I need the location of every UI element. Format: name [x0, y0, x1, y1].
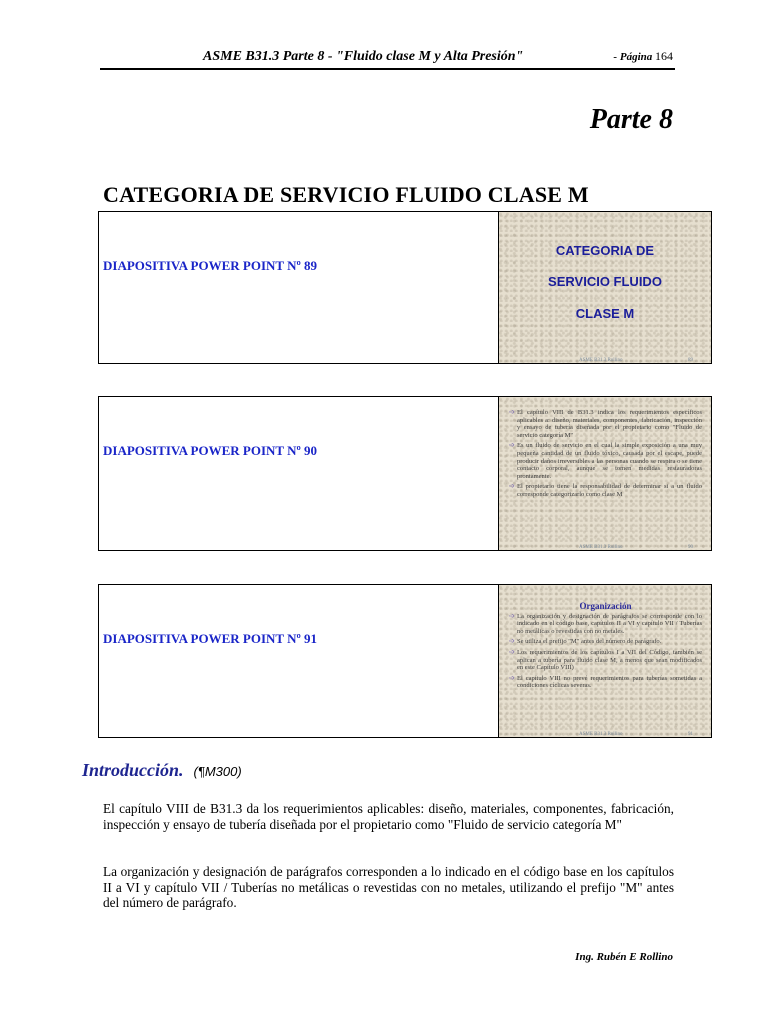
- intro-title: Introducción.: [82, 760, 184, 780]
- slide-title-line: SERVICIO FLUIDO: [548, 274, 662, 289]
- slide-box-90: [98, 396, 712, 551]
- page-number: 164: [655, 49, 673, 63]
- page-label: Página: [619, 51, 653, 63]
- section-title: CATEGORIA DE SERVICIO FLUIDO CLASE M: [103, 182, 589, 207]
- slide-bullets: [509, 409, 702, 502]
- slide-bullet: ➩ El propietario tiene la responsabilidad de determinar si a un fluido corresponde categorizarlo como clase M: [509, 482, 702, 498]
- arrow-icon: ➩: [509, 637, 515, 646]
- arrow-icon: ➩: [509, 647, 515, 656]
- slide-heading: Organización: [579, 601, 632, 611]
- part-title: Parte 8: [589, 104, 673, 135]
- slide-box-89: [98, 211, 712, 364]
- slide-label: DIAPOSITIVA POWER POINT Nº 90: [103, 443, 318, 458]
- slide-thumbnail: [498, 585, 711, 737]
- arrow-icon: ➩: [509, 441, 515, 450]
- arrow-icon: ➩: [509, 482, 515, 491]
- slide-footer-left: ASME B31.3 Rollino: [579, 732, 623, 737]
- slide-thumbnail: [498, 212, 711, 363]
- slide-title-line: CATEGORIA DE: [555, 243, 655, 258]
- slide-bullet: ➩ Se utiliza el prefijo "M" antes del número de parágrafo.: [509, 637, 662, 646]
- page-header: [100, 48, 675, 70]
- header-title: ASME B31.3 Parte 8 - "Fluido clase M y Alta Presión": [203, 49, 524, 64]
- body-paragraph: La organización y designación de parágrafos corresponden a lo indicado en el código base en los capítulos II a VI y capítulo VII / Tuberías no metálicas o revestidas con no metales, utilizando el prefijo "M" antes del número de parágrafo.: [103, 864, 674, 910]
- slide-footer-number: 90: [688, 545, 693, 550]
- slide-footer-left: ASME B31.3 Rollino: [579, 545, 623, 550]
- slide-bullet: ➩ El capítulo VIII no prevé requerimientos para tuberías sometidas a condiciones cíclicas severas.: [509, 673, 702, 690]
- body-paragraph: El capítulo VIII de B31.3 da los requerimientos aplicables: diseño, materiales, componentes, fabricación, inspección y ensayo de tubería diseñada por el propietario como "Fluido de servicio categoría M": [103, 801, 674, 832]
- slide-bullet: ➩ Es un fluido de servicio en el cual la simple exposición a una muy pequeña cantidad de un fluido tóxico, causada por el escape, puede producir daños irreversibles a las personas cuando se respira o se tiene contacto corporal, aunque se tomen medidas restauradoras prontamente.: [509, 441, 702, 480]
- slide-footer-number: 89: [688, 358, 693, 363]
- page-dash: -: [613, 51, 618, 63]
- slide-label: DIAPOSITIVA POWER POINT Nº 91: [103, 631, 318, 646]
- slide-label: DIAPOSITIVA POWER POINT Nº 89: [103, 258, 318, 273]
- slide-box-91: [98, 584, 712, 738]
- arrow-icon: ➩: [509, 611, 515, 620]
- slide-title-line: CLASE M: [575, 306, 635, 321]
- slide-bullet: ➩ El capítulo VIII de B31.3 indica los requerimientos específicos aplicables a: diseño, materiales, componentes, fabricación, inspección y ensayo de tubería diseñada por el propietario como "Fluido de servicio categoría M": [509, 408, 702, 439]
- slide-bullet: ➩ Los requerimientos de los capítulos I a VII del Código, también se aplican a tubería para fluido clase M, a menos que sean modificados en este Capítulo VIII): [509, 647, 702, 672]
- intro-heading: [82, 760, 242, 781]
- slide-footer-left: ASME B31.3 Rollino: [579, 358, 623, 363]
- arrow-icon: ➩: [509, 408, 515, 416]
- slide-bullets: [509, 603, 702, 693]
- slide-thumbnail: [498, 397, 711, 550]
- arrow-icon: ➩: [509, 673, 515, 682]
- intro-reference: (¶M300): [193, 764, 242, 779]
- author-footer: Ing. Rubén E Rollino: [575, 951, 673, 963]
- page-indicator: [613, 49, 673, 64]
- slide-bullet: ➩ La organización y designación de parágrafos se corresponde con lo indicado en el código base, capítulos II a VI y capítulo VII / Tuberías no metálicas o revestidas con no metales.: [509, 611, 702, 635]
- slide-footer-number: 91: [688, 732, 693, 737]
